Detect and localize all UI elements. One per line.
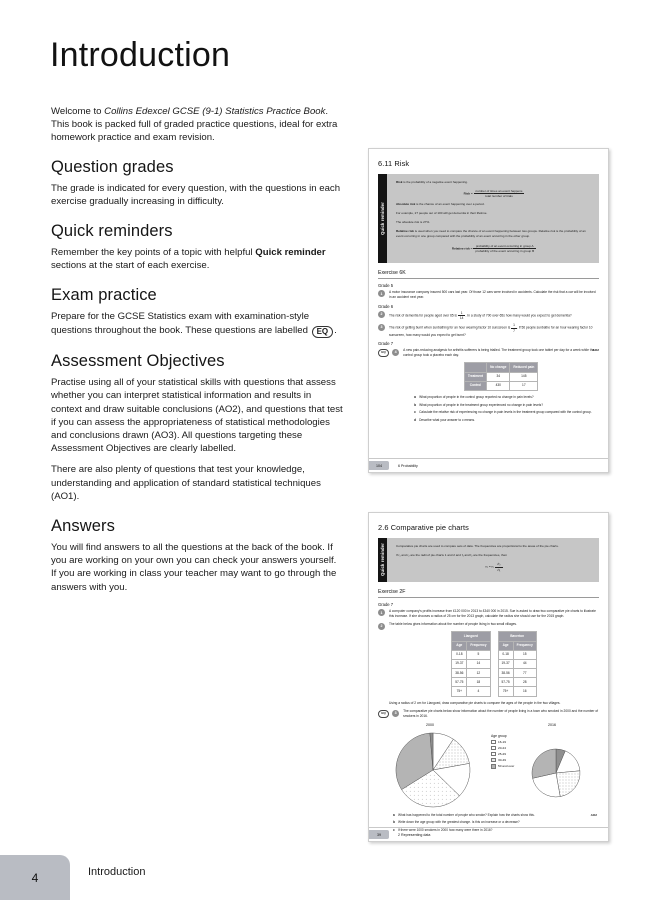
book-title-italic: Collins Edexcel GCSE (9-1) Statistics Practice Book <box>104 106 326 117</box>
cell-r2c0: 38-56 <box>452 669 467 678</box>
quick-reminder-tab-pie <box>378 538 387 582</box>
legend-swatch-icon <box>491 752 496 757</box>
preview-page-risk <box>368 148 609 473</box>
risk-data-table <box>464 362 538 391</box>
qr-risk-eq1-lhs: Risk = <box>463 191 473 196</box>
qr-pie-eq-num: √f₂ <box>496 562 501 567</box>
grade-label-6: Grade 6 <box>378 303 394 309</box>
cell-r2c1: 12 <box>467 669 490 678</box>
preview-page-pie-charts <box>368 512 609 842</box>
subpart-text-c: Calculate the relative risk of experiencing no change in pain levels in the treatment group compared with the control group. <box>419 410 592 415</box>
quick-reminder-content-risk <box>387 174 599 263</box>
grade-label-7-pie: Grade 7 <box>378 601 394 607</box>
legend-item <box>491 764 514 769</box>
heading-answers: Answers <box>51 516 115 535</box>
quick-reminder-tab-risk <box>378 174 387 263</box>
qr-pie-l1: Comparative pie charts are used to compare sets of data. The frequencies are proportional to the areas of the pie charts. <box>396 544 559 548</box>
cell-r0c0: 0-18 <box>452 650 467 659</box>
table-cell-treatment-reduced: 145 <box>510 372 538 381</box>
heading-question-grades: Question grades <box>51 157 174 176</box>
cell-r2c3: 77 <box>513 669 536 678</box>
qr-risk-l2-rest: is the chance of an event happening over a period. <box>415 201 485 206</box>
table-spacer <box>490 687 498 696</box>
cell-r4c3: 16 <box>513 687 536 696</box>
pie-question-text-1: A computer company's profits increase from £120 000 in 2013 to £340 000 in 2015. Sue is asked to draw two comparative pie charts to illustrate this increase. If she chooses a radius of 25 cm for the 2013 graph, calculate the radius she should use for the 2015 graph. <box>389 608 596 618</box>
question-3-part-b: . If 56 people sunbathe for an hour wearing factor 10 sunscreen, how many would you expect to get burnt? <box>389 326 593 337</box>
table-row <box>452 669 537 678</box>
question-number-3: 3 <box>378 324 385 331</box>
pie-chart-label-2016: 2016 <box>548 722 556 727</box>
preview-risk-footer <box>369 458 608 472</box>
question-4-subparts <box>414 395 599 423</box>
preview-pie-chapter-label: 2 Representing data <box>398 832 431 837</box>
pie-charts-svg <box>378 730 598 814</box>
table-header-blank <box>464 363 486 372</box>
group-header-llangoed: Llangoed <box>452 632 490 641</box>
legend-label-1: 20-24 <box>498 745 506 750</box>
table-spacer <box>490 659 498 668</box>
table-cell-treatment-nochange: 34 <box>487 372 510 381</box>
question-row-3 <box>378 323 599 337</box>
question-row-2 <box>378 311 599 320</box>
question-number-4: 4 <box>392 349 399 356</box>
question-2-frac-den: 14 <box>459 315 464 320</box>
subpart-text-a: What proportion of people in the control group reported no change in pain levels? <box>419 394 534 399</box>
pie-2016 <box>532 749 580 797</box>
pie-question-3-stem: The comparative pie charts below show information about the number of people living in a town who smoked in 2000 and the number of smokers in 2016. <box>403 709 599 719</box>
body-exam-practice <box>51 310 343 338</box>
cell-r3c1: 18 <box>467 678 490 687</box>
question-3-part-a: The risk of getting burnt when sunbathing for an hour wearing factor 10 sunscreen is <box>389 326 512 330</box>
table-row <box>452 687 537 696</box>
pie-question-2-stem: The table below gives information about the number of people living in two small villages. <box>389 622 517 627</box>
body-question-grades: The grade is indicated for every question, with the questions in each exercise gradually increasing in difficulty. <box>51 182 341 207</box>
table-spacer <box>490 650 498 659</box>
question-number-1: 1 <box>378 290 385 297</box>
subpart-letter-a: a <box>414 394 416 399</box>
pie-subpart-text-b: Write down the age group with the greatest change. Is this an increase or a decrease? <box>398 820 520 825</box>
cell-r4c2: 75+ <box>498 687 513 696</box>
legend-label-0: 16-19 <box>498 739 506 744</box>
pie-question-row-2 <box>378 622 599 705</box>
table-spacer <box>490 669 498 678</box>
list-item <box>393 813 599 818</box>
legend-item <box>491 752 514 757</box>
ao-tag-q4: AO2 <box>592 348 599 353</box>
comparative-pie-charts-figure <box>378 723 599 809</box>
question-text-2 <box>389 311 599 320</box>
intro-paragraph <box>51 105 343 145</box>
legend-swatch-icon <box>491 740 496 745</box>
pie-question-text-2 <box>389 622 599 705</box>
pie-subpart-letter-a: a <box>393 812 395 817</box>
legend-label-3: 30-49 <box>498 758 506 763</box>
table-spacer <box>490 641 498 650</box>
preview-risk-chapter-label: 6 Probability <box>398 463 418 468</box>
qr-risk-l3: For example, 27 people out of 100 will get dementia in their lifetime. <box>396 210 488 215</box>
cell-r4c0: 75+ <box>452 687 467 696</box>
subpart-letter-c: c <box>414 410 416 415</box>
exercise-heading-2f: Exercise 2F <box>378 589 599 598</box>
table-subheader-row <box>452 641 537 650</box>
subheader-frequency-2: Frequency <box>513 641 536 650</box>
pie-question-row-1 <box>378 609 599 619</box>
legend-item <box>491 758 514 763</box>
cell-r0c3: 15 <box>513 650 536 659</box>
question-4-stem: A new pain-reducing analgesic for arthritis sufferers is being trialled. The treatment group took one tablet per day for a week while the control group took a placebo each day. <box>403 348 595 358</box>
qr-risk-equation-2 <box>396 244 592 253</box>
subheader-frequency-1: Frequency <box>467 641 490 650</box>
body-quick-reminders <box>51 246 343 272</box>
cell-r3c0: 57-75 <box>452 678 467 687</box>
pie-subpart-letter-b: b <box>393 820 395 825</box>
body-assessment-objectives-2: There are also plenty of questions that test your knowledge, understanding and application of standard statistical techniques (AO1). <box>51 464 321 502</box>
cell-r1c2: 19-37 <box>498 659 513 668</box>
village-data-table <box>451 631 537 696</box>
table-row <box>452 659 537 668</box>
question-2-frac-num: 1 <box>458 311 466 316</box>
table-row <box>464 372 537 381</box>
question-2-part-a: The risk of dementia for people aged over 65 is <box>389 313 458 318</box>
question-2-part-b: . In a study of 700 over-65s how many would you expect to get dementia? <box>465 313 572 318</box>
cell-r1c3: 44 <box>513 659 536 668</box>
left-column <box>51 105 343 608</box>
quick-reminders-pre: Remember the key points of a topic with helpful <box>51 247 256 259</box>
heading-quick-reminders: Quick reminders <box>51 222 173 241</box>
cell-r0c2: 0-18 <box>498 650 513 659</box>
quick-reminder-box-risk <box>378 174 599 263</box>
question-row-1 <box>378 290 599 300</box>
heading-assessment-objectives: Assessment Objectives <box>51 352 225 371</box>
subheader-age-2: Age <box>498 641 513 650</box>
qr-risk-l2-bold: Absolute risk <box>396 201 416 206</box>
table-row <box>452 650 537 659</box>
table-rowhead-treatment: Treatment <box>464 372 486 381</box>
qr-risk-eq2-lhs: Relative risk = <box>451 246 473 251</box>
table-header-reduced-pain: Reduced pain <box>510 363 538 372</box>
preview-pie-footer <box>369 827 608 841</box>
subpart-text-d: Describe what your answer to c means. <box>419 417 475 422</box>
pie-question-2-after: Using a radius of 2 cm for Llangoed, draw comparative pie charts to compare the ages of the people in the two villages. <box>389 700 561 705</box>
eq-badge-icon-q4: EQ <box>378 349 389 357</box>
exam-practice-post: . <box>334 324 337 336</box>
question-3-frac-den: 7 <box>513 328 515 333</box>
quick-reminder-tab-label: Quick reminder <box>380 202 385 235</box>
table-row <box>452 678 537 687</box>
legend-label-4: 50 and over <box>498 764 515 769</box>
qr-risk-equation-1 <box>396 189 592 198</box>
list-item <box>414 410 599 415</box>
page-title: Introduction <box>50 36 231 74</box>
qr-risk-l1-bold: Risk <box>396 180 403 184</box>
cell-r3c3: 28 <box>513 678 536 687</box>
legend-label-2: 25-29 <box>498 752 506 757</box>
table-header-no-change: No change <box>487 363 510 372</box>
body-answers: You will find answers to all the questions at the back of the book. If you are working on your own you can check your answers yourself. If you are working in class your teacher may want to go through the answers with you. <box>51 541 337 593</box>
table-rowhead-control: Control <box>464 381 486 390</box>
pie-question-text-3 <box>403 709 599 719</box>
table-header-row <box>464 363 537 372</box>
table-cell-control-nochange: 430 <box>487 381 510 390</box>
ao-tag-pie-a: AO2 <box>590 812 597 817</box>
pie-question-number-1: 1 <box>378 609 385 616</box>
pie-2000 <box>396 733 470 807</box>
cell-r0c1: 5 <box>467 650 490 659</box>
intro-lead-suffix: . This book is packed full of graded practice questions, ideal for extra homework practice and exam revision. <box>51 106 338 144</box>
cell-r1c0: 19-37 <box>452 659 467 668</box>
page-footer-label: Introduction <box>88 866 146 878</box>
legend-swatch-icon <box>491 758 496 763</box>
cell-r1c1: 14 <box>467 659 490 668</box>
table-spacer <box>490 678 498 687</box>
question-text-3 <box>389 323 599 337</box>
preview-risk-title: 6.11 Risk <box>378 159 410 168</box>
quick-reminder-tab-label: Quick reminder <box>380 543 385 577</box>
group-header-baverton: Baverton <box>498 632 536 641</box>
qr-risk-l4: The absolute risk is 27%. <box>396 220 431 225</box>
subpart-letter-d: d <box>414 417 417 422</box>
legend-item <box>491 740 514 745</box>
pie-subpart-text-c: If there were 1000 smokers in 2000 how many were there in 2016? <box>398 827 493 832</box>
subheader-age-1: Age <box>452 641 467 650</box>
pie-question-row-3 <box>378 709 599 719</box>
grade-label-5: Grade 5 <box>378 283 394 289</box>
pie-subpart-text-a: What has happened to the total number of people who smoke? Explain how the charts show this. <box>398 812 535 817</box>
exam-practice-pre: Prepare for the GCSE Statistics exam with examination-style questions throughout the book. These questions are labelled <box>51 311 311 336</box>
list-item <box>393 820 599 825</box>
table-cell-control-reduced: 17 <box>510 381 538 390</box>
preview-pie-title: 2.6 Comparative pie charts <box>378 523 469 532</box>
intro-lead-prefix: Welcome to <box>51 106 105 117</box>
qr-pie-eq-lhs: r₂ = r₁ <box>485 564 494 569</box>
question-text-4 <box>403 348 599 425</box>
question-number-2: 2 <box>378 311 385 318</box>
eq-badge-icon: EQ <box>312 326 334 339</box>
qr-risk-eq2-num: probability of an event occurring in group A <box>473 244 536 249</box>
heading-exam-practice: Exam practice <box>51 286 157 305</box>
list-item <box>414 395 599 400</box>
quick-reminders-post: sections at the start of each exercise. <box>51 260 210 272</box>
body-assessment-objectives-1: Practise using all of your statistical skills with questions that assess whether you can interpret statistical information and results in context and draw suitable conclusions (AO2), and questions that test if you can assess the appropriateness of statistical methodologies and conclusions drawn (AO3). All questions targeting these Assessment Objectives are clearly labelled. <box>51 377 343 455</box>
grade-label-7: Grade 7 <box>378 341 394 347</box>
legend-title: Age group <box>491 733 507 738</box>
quick-reminder-content-pie <box>387 538 599 582</box>
qr-risk-l5-rest: is used when you need to compare the chance of an event happening between two groups. Relative risk is the probability of an event occurring in one group compared with the probability of an event occurring in the other group. <box>396 229 586 239</box>
preview-risk-page-number: 104 <box>369 461 389 470</box>
list-item <box>414 418 599 423</box>
page-number-badge: 4 <box>0 855 70 900</box>
pie-chart-label-2000: 2000 <box>426 722 434 727</box>
qr-risk-eq2-den: probability of the event occurring in group B <box>475 248 535 253</box>
pie-question-number-2: 2 <box>378 623 385 630</box>
qr-pie-equation <box>396 562 592 571</box>
table-group-header-row <box>452 632 537 641</box>
pie-subpart-letter-c: c <box>393 827 395 832</box>
pie-legend <box>491 734 514 770</box>
cell-r2c2: 38-56 <box>498 669 513 678</box>
qr-pie-l2: If r₁ and r₂ are the radii of pie charts 1 and 2 and f₁ and f₂ are the frequencies, then <box>396 553 507 558</box>
subpart-text-b: What proportion of people in the treatment group experienced no change in pain levels? <box>419 402 543 407</box>
qr-risk-eq1-num: number of times an event happens <box>475 189 523 194</box>
qr-risk-l1-rest: is the probability of a negative event happening. <box>402 180 468 184</box>
legend-swatch-icon <box>491 764 496 769</box>
subpart-letter-b: b <box>414 402 417 407</box>
qr-risk-l5-bold: Relative risk <box>396 229 414 234</box>
table-spacer <box>490 632 498 641</box>
cell-r3c2: 57-75 <box>498 678 513 687</box>
table-row <box>464 381 537 390</box>
eq-badge-icon-q3: EQ <box>378 710 389 718</box>
question-3-frac-num: 1 <box>513 323 515 328</box>
legend-item <box>491 746 514 751</box>
cell-r4c1: 4 <box>467 687 490 696</box>
question-row-4 <box>378 348 599 425</box>
list-item <box>414 403 599 408</box>
pie-question-number-3: 3 <box>392 710 399 717</box>
question-text-1: A motor insurance company insured 500 cars last year. Of those 12 cars were involved in accidents. Calculate the risk that a car will be involved in an accident next year. <box>389 290 596 300</box>
exercise-heading-6k: Exercise 6K <box>378 270 599 279</box>
preview-pie-page-number: 39 <box>369 830 389 839</box>
qr-pie-eq-den: √f₁ <box>496 567 501 572</box>
quick-reminder-box-pie <box>378 538 599 582</box>
quick-reminders-bold: Quick reminder <box>255 247 326 259</box>
qr-risk-eq1-den: total number of trials <box>485 194 513 199</box>
legend-swatch-icon <box>491 746 496 751</box>
